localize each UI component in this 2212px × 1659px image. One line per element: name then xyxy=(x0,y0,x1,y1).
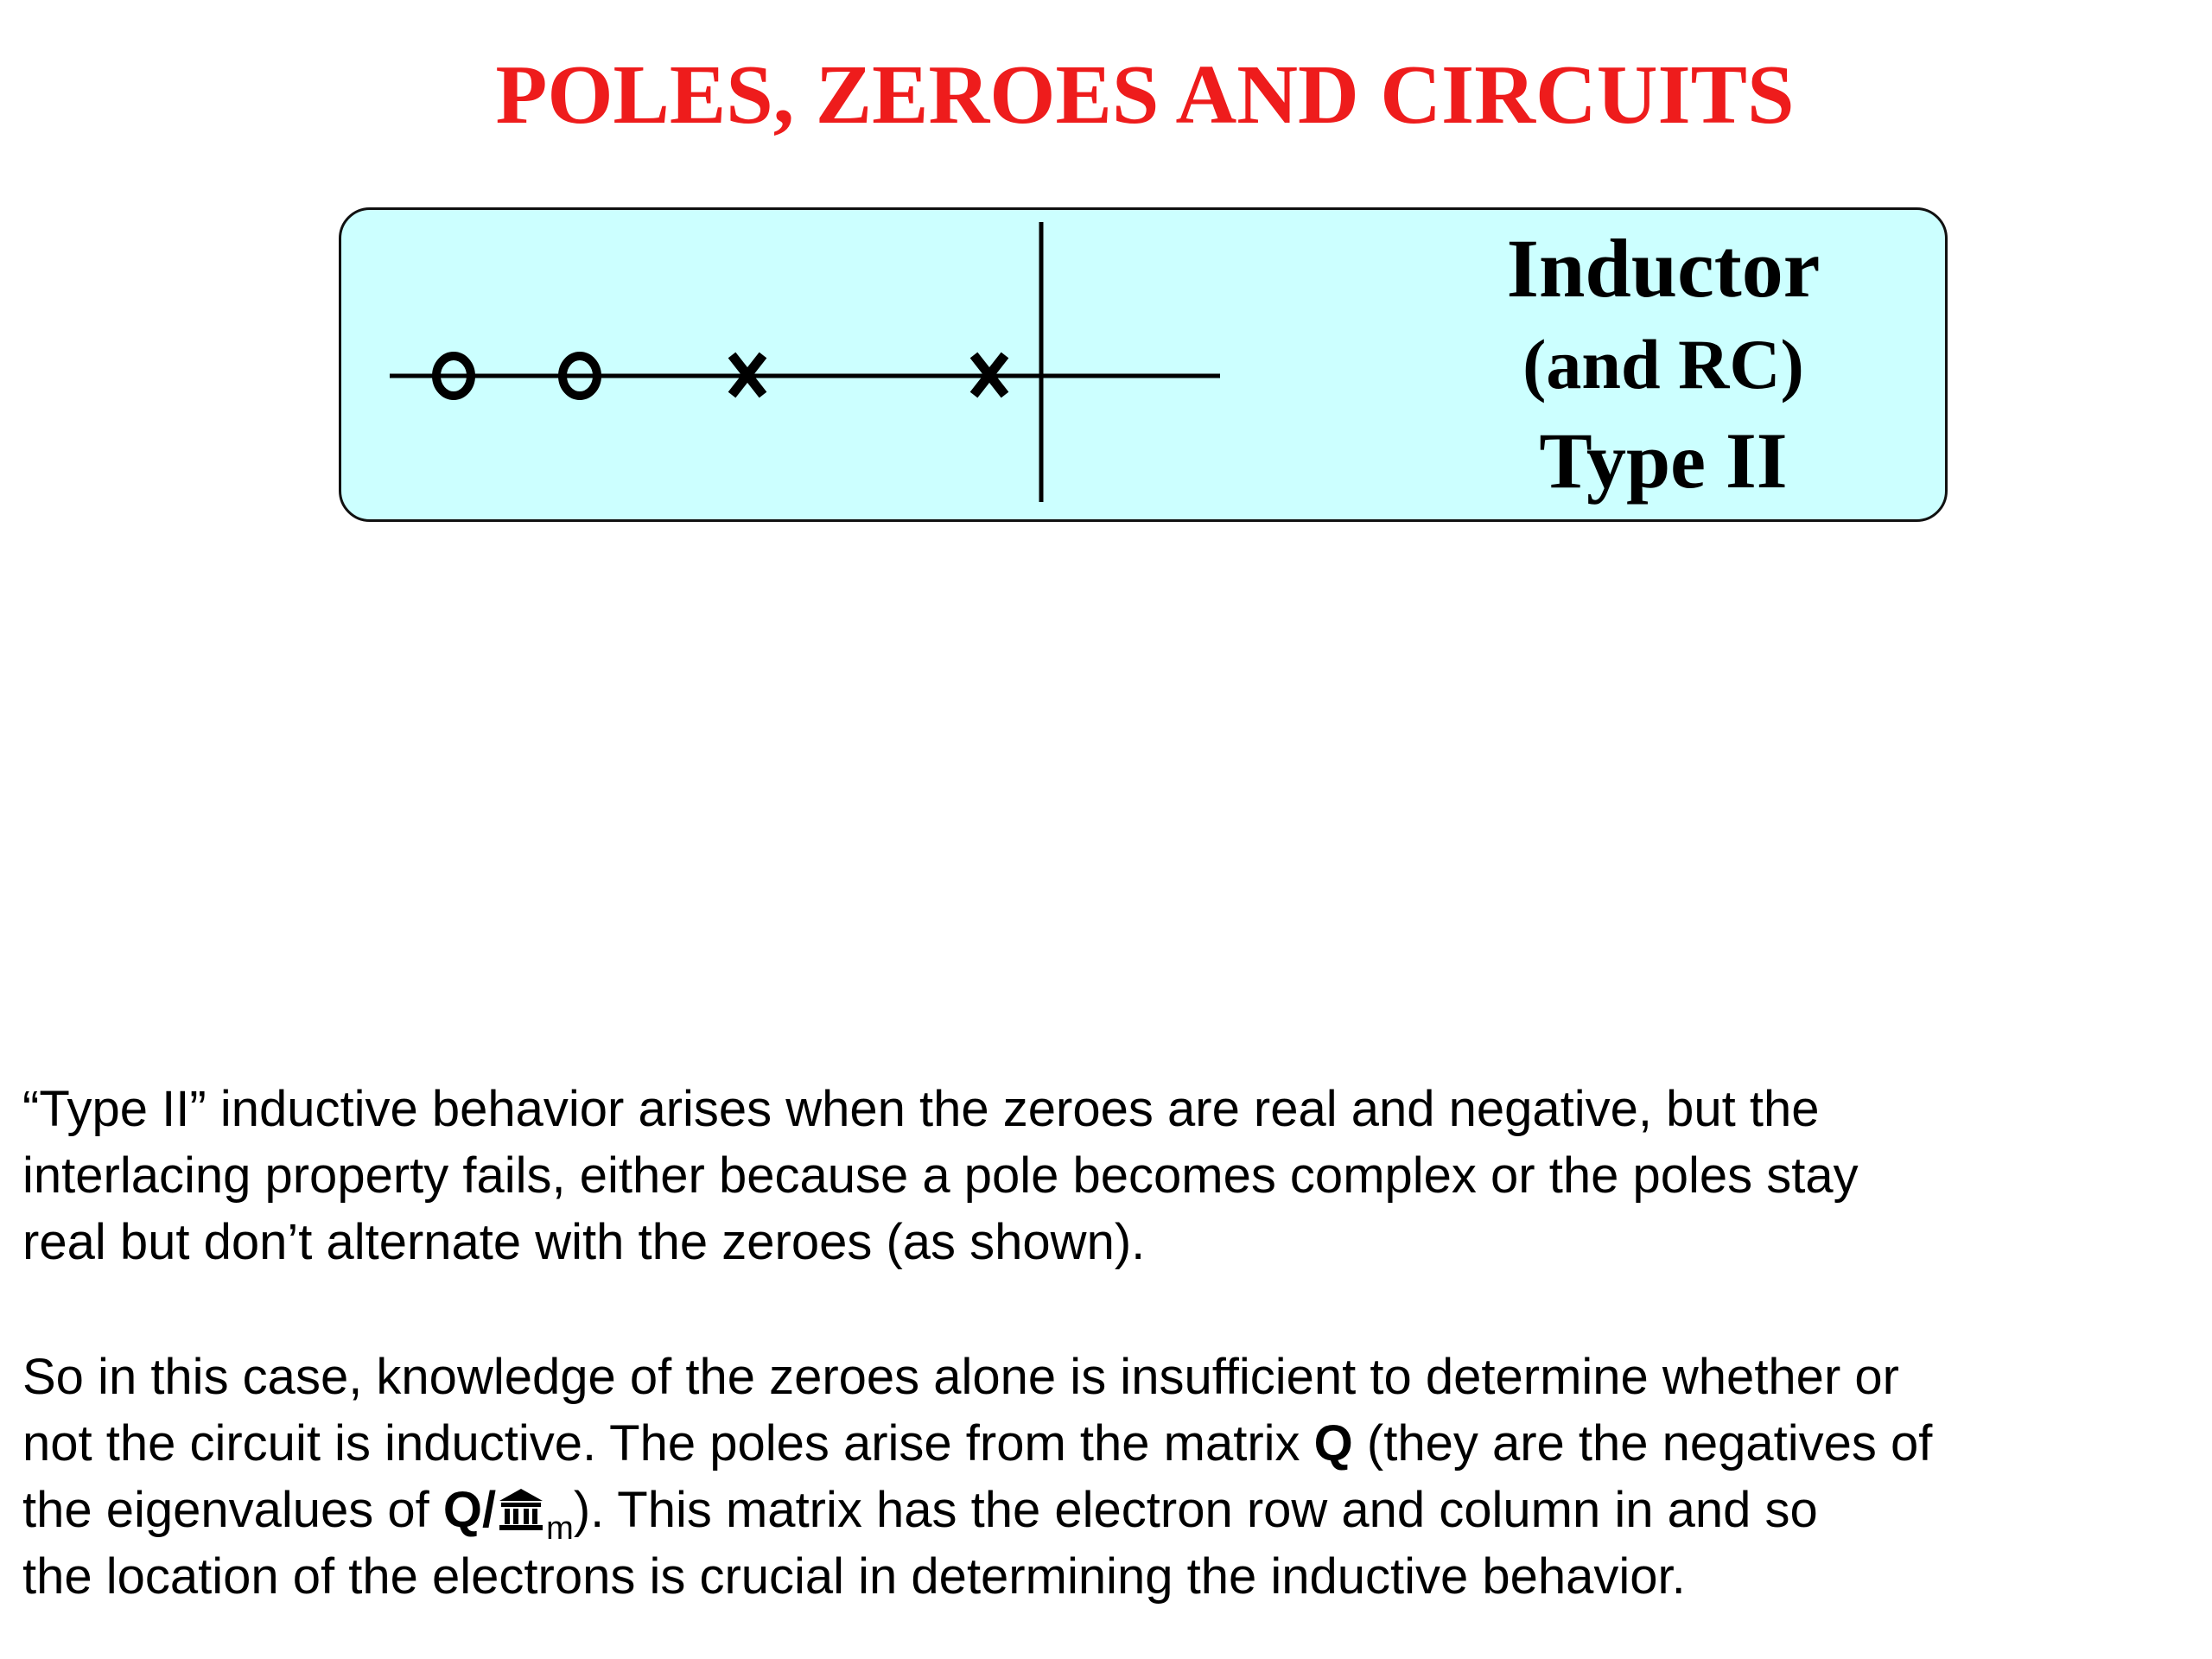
text-line: the location of the electrons is crucial in determining the inductive behavior. xyxy=(22,1548,1686,1605)
matrix-q-over: Q/ xyxy=(442,1482,497,1538)
subscript-m: m xyxy=(546,1510,574,1547)
text-line: interlacing property fails, either because a pole becomes complex or the poles stay xyxy=(22,1147,1859,1204)
paragraph-poles xyxy=(22,1344,2183,1610)
text-line: So in this case, knowledge of the zeroes alone is insufficient to determine whether or xyxy=(22,1349,1899,1405)
diagram-label xyxy=(1456,219,1871,511)
text-line: real but don’t alternate with the zeroes (as shown). xyxy=(22,1214,1146,1270)
text-line xyxy=(22,1410,2183,1477)
building-icon xyxy=(496,1484,546,1534)
text-line xyxy=(22,1477,2183,1547)
text-run: the eigenvalues of xyxy=(22,1482,443,1538)
text-run: ). This matrix has the electron row and column in and so xyxy=(573,1482,1818,1538)
matrix-q: Q xyxy=(1313,1415,1353,1471)
pole-zero-diagram xyxy=(339,207,1948,522)
label-and-rc: (and RC) xyxy=(1522,325,1804,404)
label-inductor: Inductor xyxy=(1506,222,1821,315)
text-run: not the circuit is inductive. The poles arise from the matrix xyxy=(22,1415,1314,1471)
page-title: POLES, ZEROES AND CIRCUITS xyxy=(495,48,1795,142)
pole-zero-plot xyxy=(341,210,1240,524)
text-line: “Type II” inductive behavior arises when the zeroes are real and negative, but the xyxy=(22,1081,1820,1137)
paragraph-type-ii xyxy=(22,1076,2183,1275)
text-run: (they are the negatives of xyxy=(1352,1415,1933,1471)
label-type-ii: Type II xyxy=(1539,416,1788,505)
